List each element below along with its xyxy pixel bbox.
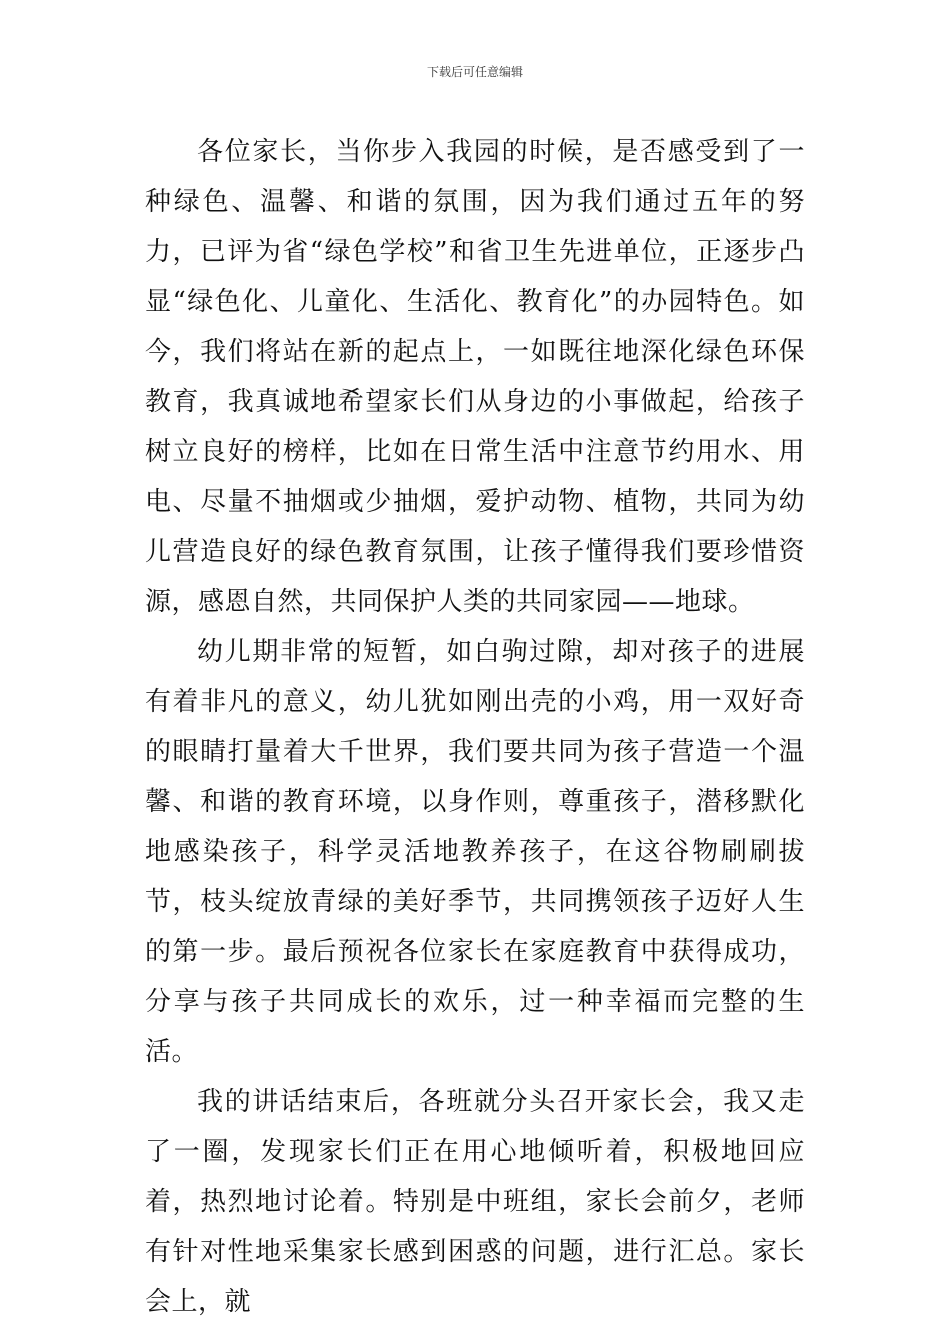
paragraph-3: 我的讲话结束后，各班就分头召开家长会，我又走了一圈，发现家长们正在用心地倾听着，积极地回应着，热烈地讨论着。特别是中班组，家长会前夕，老师有针对性地采集家长感到困惑的问题，进行汇总。家长会上，就 xyxy=(145,1087,805,1317)
paragraph-1: 各位家长，当你步入我园的时候，是否感受到了一种绿色、温馨、和谐的氛围，因为我们通过五年的努力，已评为省“绿色学校”和省卫生先进单位，正逐步凸显“绿色化、儿童化、生活化、教育化”的办园特色。如今，我们将站在新的起点上，一如既往地深化绿色环保教育，我真诚地希望家长们从身边的小事做起，给孩子树立良好的榜样，比如在日常生活中注意节约用水、用电、尽量不抽烟或少抽烟，爱护动物、植物，共同为幼儿营造良好的绿色教育氛围，让孩子懂得我们要珍惜资源，感恩自然，共同保护人类的共同家园——地球。 xyxy=(145,137,805,617)
page-header: 下载后可任意编辑 xyxy=(426,65,523,79)
paragraph-2: 幼儿期非常的短暂，如白驹过隙，却对孩子的进展有着非凡的意义，幼儿犹如刚出壳的小鸡，用一双好奇的眼睛打量着大千世界，我们要共同为孩子营造一个温馨、和谐的教育环境，以身作则，尊重孩子，潜移默化地感染孩子，科学灵活地教养孩子，在这谷物刷刷拔节，枝头绽放青绿的美好季节，共同携领孩子迈好人生的第一步。最后预祝各位家长在家庭教育中获得成功，分享与孩子共同成长的欢乐，过一种幸福而完整的生活。 xyxy=(145,637,805,1067)
document-body xyxy=(145,127,805,1327)
